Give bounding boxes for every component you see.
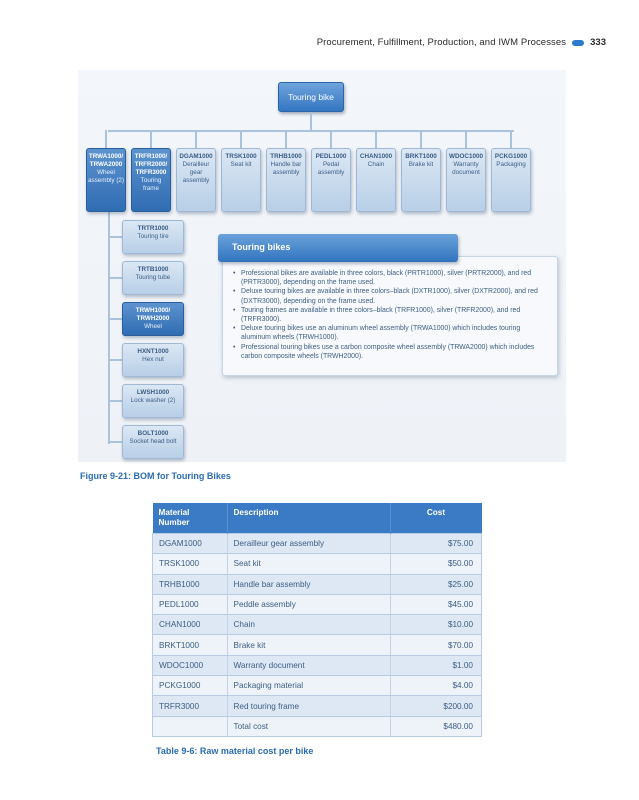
top-node-code: TRFR1000/ TRFR2000/ TRFR3000 [134, 153, 168, 176]
sub-node-desc: Socket head bolt [129, 438, 177, 445]
connector-branch [108, 400, 122, 402]
top-node [86, 148, 126, 212]
sub-node-code: TRTB1000 [137, 266, 169, 273]
top-node-code: WDOC1000 [449, 153, 483, 160]
cell-material-number: BRKT1000 [153, 635, 228, 655]
top-node [446, 148, 486, 212]
sub-node [122, 384, 184, 418]
sub-node-desc: Lock washer (2) [130, 397, 176, 404]
top-node-code: TRSK1000 [225, 153, 257, 160]
sub-node [122, 343, 184, 377]
cell-cost: $10.00 [390, 615, 482, 635]
sub-node [122, 261, 184, 295]
top-node-desc: Seat kit [230, 161, 252, 168]
connector-drop [285, 130, 287, 148]
top-node [311, 148, 351, 212]
top-node-desc: Packaging [496, 161, 526, 168]
sub-node [122, 220, 184, 254]
table-row [153, 676, 482, 696]
connector-branch [108, 359, 122, 361]
header-cost: Cost [390, 503, 482, 534]
cell-description: Total cost [227, 716, 390, 736]
top-node [356, 148, 396, 212]
callout-bullet: • Deluxe touring bikes are available in three colors–black (DXTR1000), silver (DXTR2000), and red (DXTR3000), depending on the frame used. [233, 287, 547, 305]
sub-node-desc: Touring tire [137, 233, 169, 240]
top-node [131, 148, 171, 212]
header-description: Description [227, 503, 390, 534]
top-node-code: CHAN1000 [359, 153, 393, 160]
cell-material-number: WDOC1000 [153, 655, 228, 675]
connector-root-down [310, 112, 312, 130]
connector-drop [330, 130, 332, 148]
top-node-code: PEDL1000 [315, 153, 347, 160]
sub-node-code: LWSH1000 [136, 389, 170, 396]
connector-drop [240, 130, 242, 148]
top-node-code: PCKG1000 [494, 153, 528, 160]
cell-description: Handle bar assembly [227, 574, 390, 594]
top-node-desc: Warranty document [452, 161, 480, 176]
sub-node-code: BOLT1000 [137, 430, 169, 437]
connector-drop [150, 130, 152, 148]
header-material-number: Material Number [153, 503, 228, 534]
cell-cost: $50.00 [390, 554, 482, 574]
cell-description: Seat kit [227, 554, 390, 574]
sub-node-code: TRWH1000/ TRWH2000 [135, 307, 171, 322]
callout-bullet: • Touring frames are available in three colors–black (TRFR1000), silver (TRFR2000), and red (TRFR3000). [233, 306, 547, 324]
connector-drop [510, 130, 512, 148]
table-caption: Table 9-6: Raw material cost per bike [156, 746, 314, 756]
sub-node-desc: Touring tube [135, 274, 171, 281]
top-node-desc: Handle bar assembly [270, 161, 302, 176]
connector-drop [195, 130, 197, 148]
cell-material-number: TRSK1000 [153, 554, 228, 574]
cell-description: Chain [227, 615, 390, 635]
cell-description: Packaging material [227, 676, 390, 696]
running-header-title: Procurement, Fulfillment, Production, and IWM Processes [316, 37, 567, 48]
cell-material-number: DGAM1000 [153, 534, 228, 554]
sub-node-desc: Hex nut [142, 356, 164, 363]
connector-sub-vertical [108, 208, 110, 444]
cell-material-number: CHAN1000 [153, 615, 228, 635]
table-row [153, 635, 482, 655]
cell-cost: $75.00 [390, 534, 482, 554]
top-node [176, 148, 216, 212]
top-node-desc: Derailleur gear assembly [182, 161, 210, 184]
connector-horizontal [108, 130, 514, 132]
cell-cost: $45.00 [390, 594, 482, 614]
cell-cost: $70.00 [390, 635, 482, 655]
sub-node [122, 425, 184, 459]
connector-branch [108, 441, 122, 443]
sub-node [122, 302, 184, 336]
table-header-row [153, 503, 482, 534]
callout-title: Touring bikes [218, 234, 458, 262]
table-row [153, 534, 482, 554]
cell-material-number [153, 716, 228, 736]
top-node-desc: Touring frame [140, 177, 162, 192]
cell-material-number: PEDL1000 [153, 594, 228, 614]
top-node-code: TRHB1000 [270, 153, 302, 160]
connector-drop [420, 130, 422, 148]
table-row [153, 574, 482, 594]
table-row [153, 716, 482, 736]
header-marker-icon [572, 40, 584, 46]
cell-cost: $1.00 [390, 655, 482, 675]
cell-description: Warranty document [227, 655, 390, 675]
cell-cost: $480.00 [390, 716, 482, 736]
table-row [153, 615, 482, 635]
connector-branch [108, 277, 122, 279]
callout-body [222, 256, 558, 376]
cell-description: Red touring frame [227, 696, 390, 716]
running-header [317, 37, 606, 48]
cell-cost: $200.00 [390, 696, 482, 716]
cell-description: Brake kit [227, 635, 390, 655]
top-node-desc: Chain [367, 161, 385, 168]
callout-bullet-list [233, 269, 547, 361]
cell-material-number: TRHB1000 [153, 574, 228, 594]
sub-node-desc: Wheel [144, 323, 162, 330]
top-node [401, 148, 441, 212]
top-node-desc: Brake kit [408, 161, 434, 168]
top-node-code: BRKT1000 [405, 153, 437, 160]
cell-material-number: PCKG1000 [153, 676, 228, 696]
connector-branch [108, 318, 122, 320]
connector-drop [465, 130, 467, 148]
cell-cost: $25.00 [390, 574, 482, 594]
cell-description: Peddle assembly [227, 594, 390, 614]
callout-bullet: • Deluxe touring bikes use an aluminum wheel assembly (TRWA1000) which includes touring aluminum wheels (TRWH1000). [233, 324, 547, 342]
callout-bullet: • Professional touring bikes use a carbon composite wheel assembly (TRWA2000) which includes carbon composite wheels (TRWH2000). [233, 343, 547, 361]
top-node-desc: Pedal assembly [317, 161, 345, 176]
callout-bullet: • Professional bikes are available in three colors, black (PRTR1000), silver (PRTR2000), and red (PRTR3000), depending on the frame used. [233, 269, 547, 287]
figure-caption: Figure 9-21: BOM for Touring Bikes [80, 471, 231, 481]
connector-branch [108, 236, 122, 238]
cell-material-number: TRFR3000 [153, 696, 228, 716]
table-row [153, 655, 482, 675]
table-row [153, 696, 482, 716]
top-node [491, 148, 531, 212]
top-node [266, 148, 306, 212]
sub-node-code: TRTR1000 [137, 225, 169, 232]
page-number: 333 [590, 37, 606, 48]
cell-description: Derailleur gear assembly [227, 534, 390, 554]
top-node-code: TRWA1000/ TRWA2000 [88, 153, 124, 168]
top-node-desc: Wheel assembly (2) [87, 169, 125, 184]
top-node-code: DGAM1000 [179, 153, 213, 160]
root-node: Touring bike [278, 82, 344, 112]
table-row [153, 554, 482, 574]
cost-table [152, 503, 482, 737]
cell-cost: $4.00 [390, 676, 482, 696]
top-node [221, 148, 261, 212]
connector-drop [375, 130, 377, 148]
connector-drop [105, 130, 107, 148]
table-row [153, 594, 482, 614]
sub-node-code: HXNT1000 [137, 348, 169, 355]
bom-diagram [78, 70, 566, 462]
